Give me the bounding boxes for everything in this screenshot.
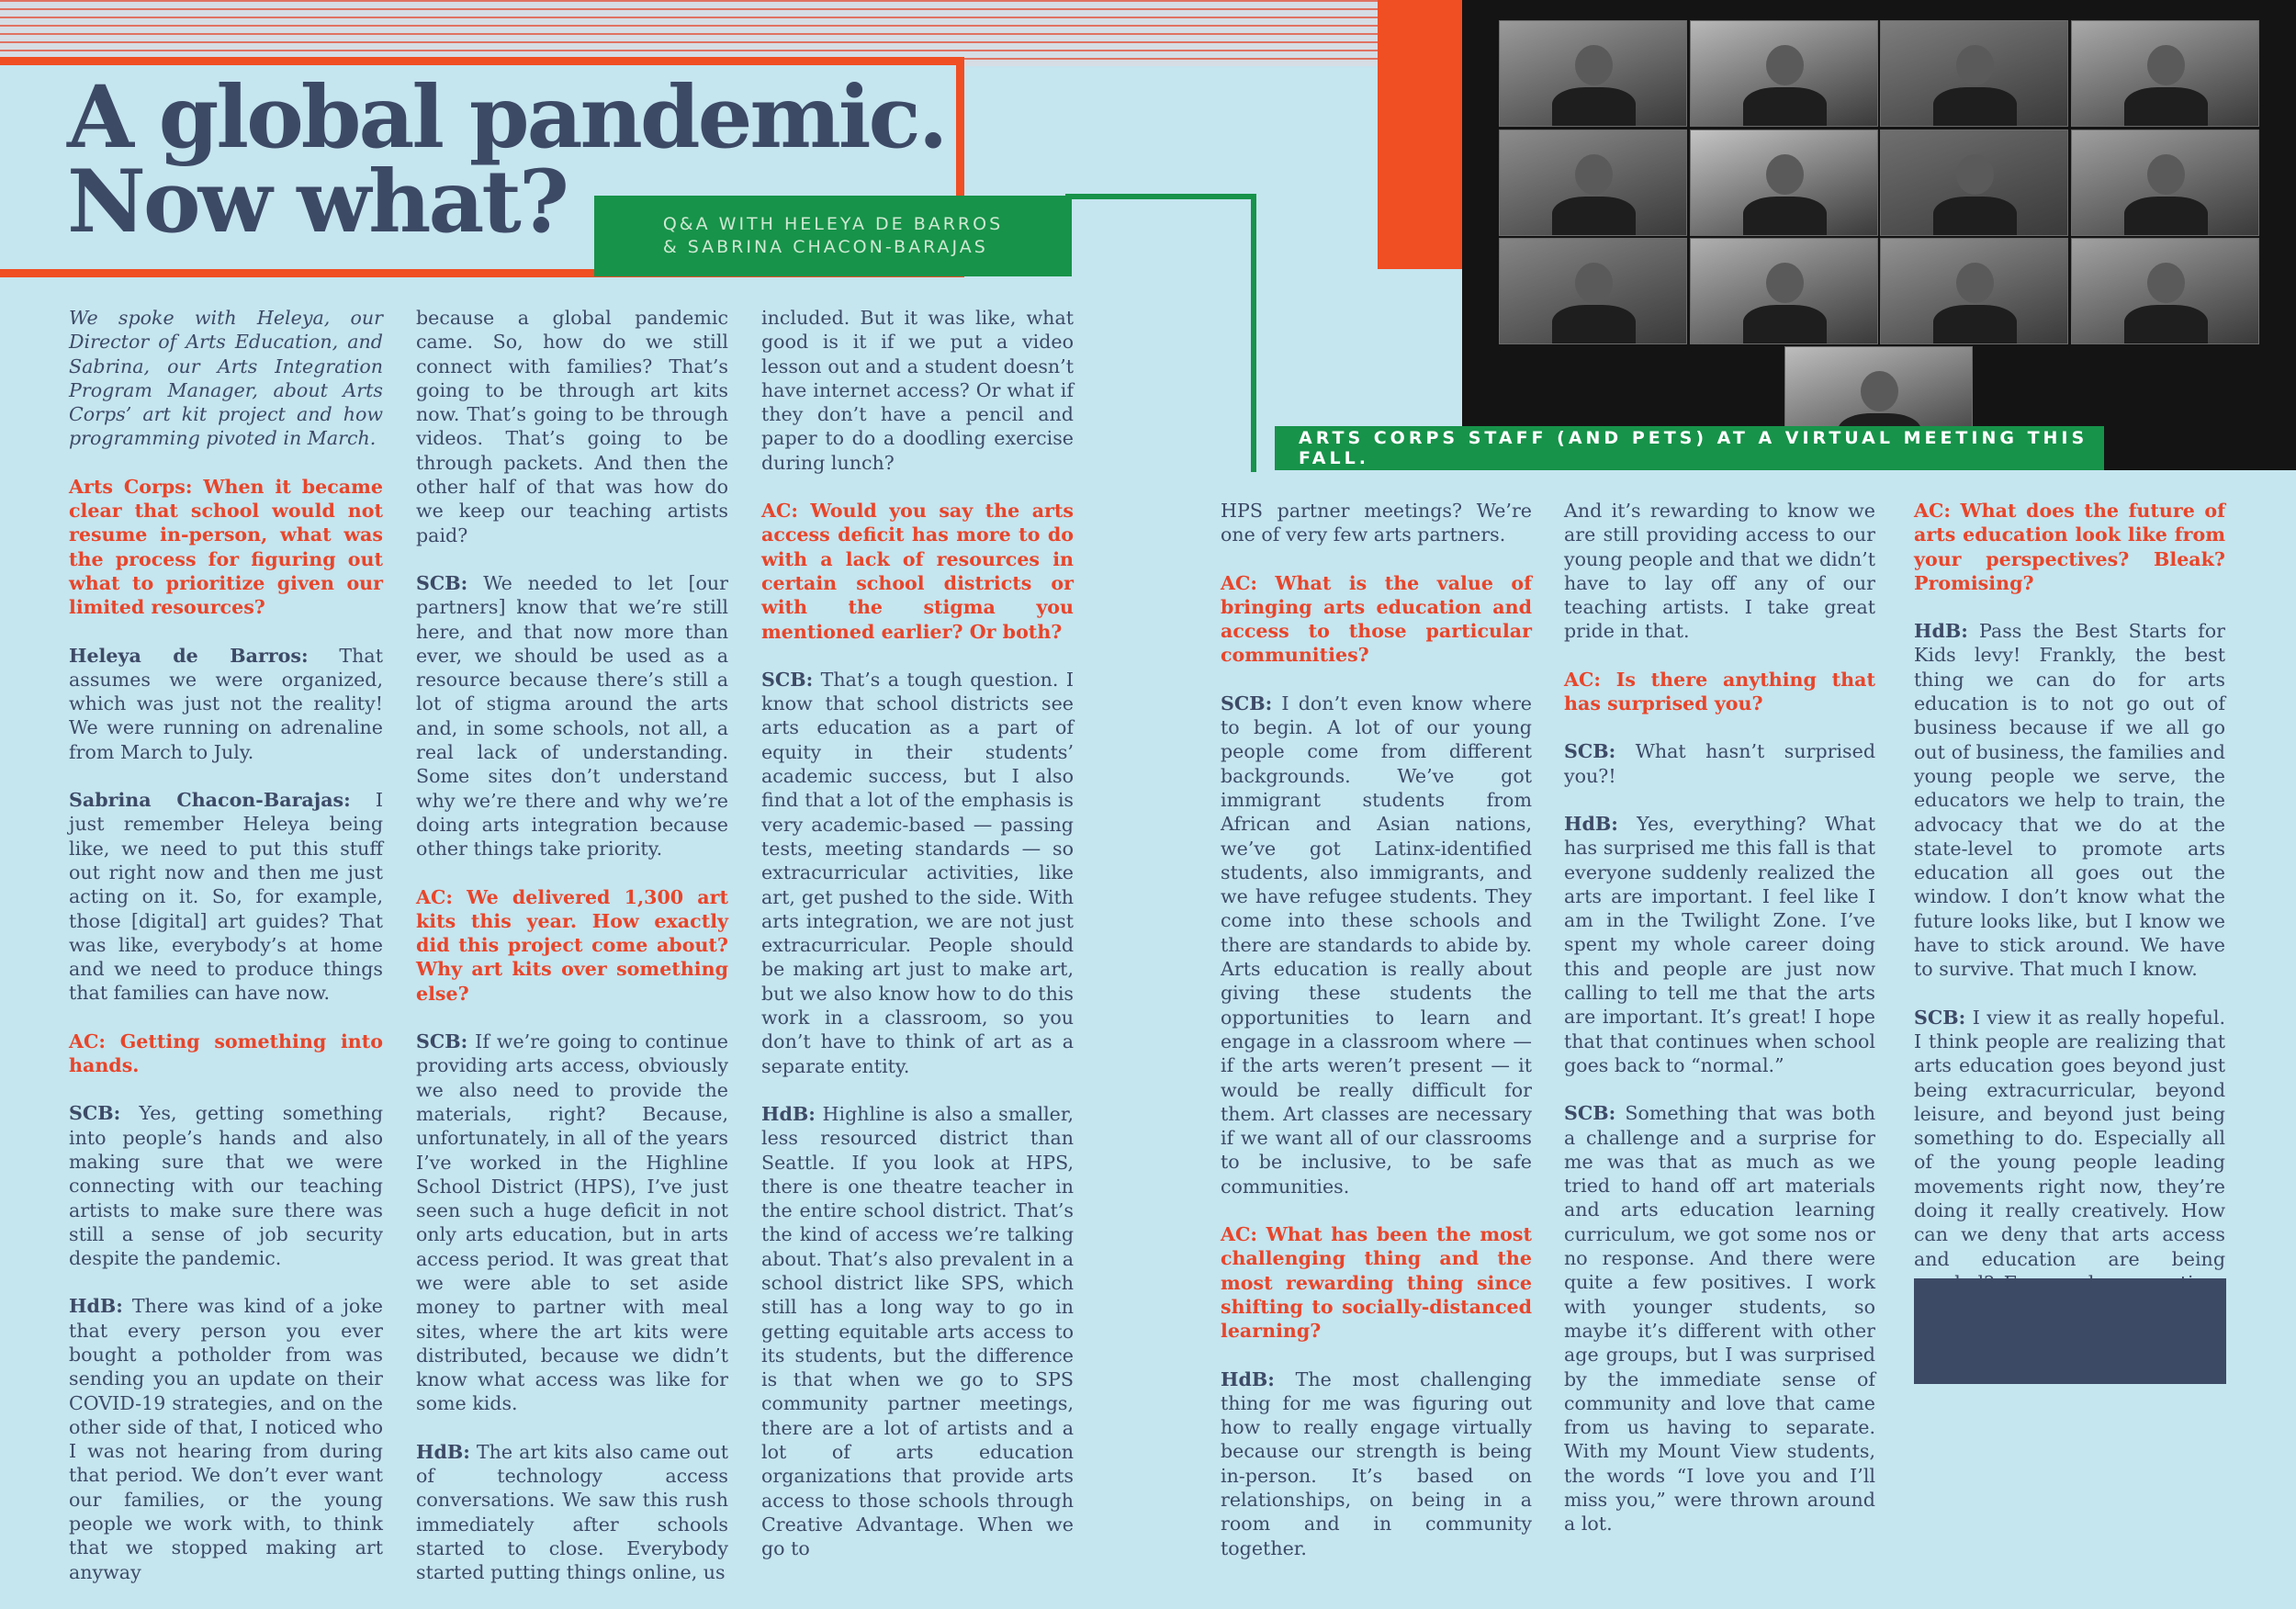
orange-accent-block xyxy=(1378,0,1462,269)
question-1: Arts Corps: When it became clear that school would not resume in-person, what was the process for figuring out what to prioritize given our limited resources? xyxy=(69,475,383,619)
answer-text: We needed to let [our partners] know that we’re still here, and that now more than ever, we should be used as a resource because there’s still a lot of stigma around the arts and, in some schools, not all, a real lack of understanding. Some sites don’t understand why we’re there and why we’re doing arts integration because other things take priority. xyxy=(416,571,728,861)
continued-paragraph: included. But it was like, what good is it if we put a video lesson out and a student doesn’t have internet access? Or what if they don’t have a pencil and paper to do a doodling exercise during lunch? xyxy=(761,307,1074,474)
question-5: AC: What is the value of bringing arts education and access to those particular communities? xyxy=(1221,571,1532,667)
green-connector-horizontal xyxy=(1065,194,1256,199)
speaker-label: HdB: xyxy=(1914,620,1968,643)
question-4: AC: Would you say the arts access deficit has more to do with a lack of resources in certain school districts or with the stigma you mentioned earlier? Or both? xyxy=(761,500,1074,643)
speaker-label: SCB: xyxy=(1564,1102,1616,1125)
answer-hdb-2 xyxy=(69,1294,383,1584)
speaker-label: SCB: xyxy=(69,1102,121,1125)
video-tile xyxy=(1499,238,1687,344)
question-6: AC: What has been the most challenging thing and the most rewarding thing since shifting to socially-distanced learning? xyxy=(1221,1223,1532,1343)
video-meeting-photo xyxy=(1462,0,2296,470)
video-tile xyxy=(2071,20,2259,127)
answer-hdb-3 xyxy=(416,1440,728,1585)
speaker-label: Sabrina Chacon-Barajas: xyxy=(69,789,351,812)
video-tile xyxy=(2071,238,2259,344)
answer-scb-6 xyxy=(1221,692,1532,1198)
video-tile xyxy=(2071,129,2259,236)
speaker-label: SCB: xyxy=(761,668,814,691)
article-column-1 xyxy=(69,306,383,1608)
qa-line-2: & SABRINA CHACON-BARAJAS xyxy=(662,237,988,257)
qa-line-1: Q&A WITH HELEYA DE BARROS xyxy=(662,214,1004,234)
answer-hdb-7 xyxy=(1914,619,2225,981)
question-2: AC: Getting something into hands. xyxy=(69,1030,383,1077)
continued-paragraph: because a global pandemic came. So, how do we still connect with families? That’s going to be through art kits now. That’s going to be through videos. That’s going to be through packets. And then the other half of that was how do we keep our teaching artists paid? xyxy=(416,307,728,546)
answer-text: Something that was both a challenge and a surprise for me was that as much as we tried to hand off art materials and arts education learning curriculum, we got some nos or no response. And there were quite a few positives. I work with younger students, so maybe it’s different with other age groups, but I was surprised by the immediate sense of community and love that came from us having to separate. With my Mount View students, the words “I love you and I’ll miss you,” were thrown around a lot. xyxy=(1564,1102,1875,1536)
continued-paragraph: HPS partner meetings? We’re one of very few arts partners. xyxy=(1221,500,1532,546)
answer-hdb-1 xyxy=(69,644,383,764)
qa-byline-box xyxy=(594,196,1072,276)
speaker-label: HdB: xyxy=(69,1295,123,1318)
speaker-label: HdB: xyxy=(416,1440,470,1463)
speaker-label: SCB: xyxy=(1914,1006,1966,1029)
speaker-label: Heleya de Barros: xyxy=(69,644,309,667)
question-3: AC: We delivered 1,300 art kits this year. How exactly did this project come about? Why art kits over something else? xyxy=(416,885,728,1005)
speaker-label: SCB: xyxy=(1221,692,1273,714)
answer-text: What hasn’t surprised you?! xyxy=(1564,740,1875,787)
answer-text: That assumes we were organized, which was just not the reality! We were running on adrenaline from March to July. xyxy=(69,644,383,763)
photo-caption-text: ARTS CORPS STAFF (AND PETS) AT A VIRTUAL MEETING THIS FALL. xyxy=(1299,428,2088,468)
video-tile xyxy=(1690,129,1878,236)
answer-text: I just remember Heleya being like, we need to put this stuff out right now and then me just acting on it. So, for example, those [digital] art guides? That was like, everybody’s at home and we need to produce things that families can have now. xyxy=(69,789,383,1005)
speaker-label: SCB: xyxy=(416,1030,468,1053)
answer-hdb-4 xyxy=(761,1102,1074,1561)
video-tile xyxy=(1690,20,1878,127)
answer-text: I don’t even know where to begin. A lot of our young people come from different backgrounds. We’ve got immigrant students from African and Asian nations, we’ve got Latinx-identified students, also immigrants, and we have refugee students. They come into these schools and there are standards to abide by. Arts education is really about giving these students the opportunities to learn and engage in a classroom where — if the arts weren’t present — it would be really difficult for them. Art classes are necessary if we want all of our classrooms to be inclusive, to be safe communities. xyxy=(1221,692,1532,1198)
video-tile xyxy=(1499,20,1687,127)
answer-scb-5 xyxy=(761,668,1074,1078)
answer-text: I view it as really hopeful. I think people are realizing that arts education goes beyond just being extracurricular, beyond leisure, and beyond just being something to do. Especially all of the young people leading movements right now, they’re doing it really creatively. How can we deny that arts access and education are being xyxy=(1914,1006,2225,1270)
speaker-label: HdB: xyxy=(761,1102,816,1125)
answer-hdb-6 xyxy=(1564,812,1875,1077)
answer-scb-8 xyxy=(1564,1101,1875,1536)
green-connector-vertical xyxy=(1251,194,1256,472)
answer-text: Yes, everything? What has surprised me this fall is that everyone suddenly realized the arts are important. I feel like I am in the Twilight Zone. I’ve spent my whole career doing this and people are just now calling to tell me that the arts are important. It’s great! I hope that that continues when school goes back to “normal.” xyxy=(1564,812,1875,1076)
speaker-label: SCB: xyxy=(1564,740,1616,763)
answer-text: Yes, getting something into people’s hands and also making sure that we were connecting with our teaching artists to make sure there was still a sense of job security despite the pandemic. xyxy=(69,1102,383,1270)
title-line-2: Now what? xyxy=(67,152,567,253)
video-tile xyxy=(1880,129,2068,236)
article-column-5 xyxy=(1564,499,1875,1560)
answer-text: The art kits also came out of technology access conversations. We saw this rush immediately after schools started to close. Everybody started putting things online, us xyxy=(416,1440,728,1584)
article-column-6 xyxy=(1914,499,2225,1391)
video-tile xyxy=(1880,20,2068,127)
question-7: AC: Is there anything that has surprised you? xyxy=(1564,668,1875,715)
answer-text: Pass the Best Starts for Kids levy! Frankly, the best thing we can do for arts education is to not go out of business because if we all go out of business, the families and young people we serve, the educators we help to train, the advocacy that we do at the state-level to promote arts education all goes out the window. I don’t know what the future looks like, but I know we have to stick around. We have to survive. That much I know. xyxy=(1914,620,2225,981)
answer-text: There was kind of a joke that every person you ever bought a potholder from was sending you an update on their COVID-19 strategies, and on the other side of that, I noticed who I was not hearing from during that period. We don’t ever want our families, or the young people we work with, to think that we stopped making art anyway xyxy=(69,1295,383,1583)
answer-scb-1 xyxy=(69,788,383,1006)
speaker-label: HdB: xyxy=(1564,812,1618,835)
answer-scb-2 xyxy=(69,1101,383,1270)
video-tile xyxy=(1880,238,2068,344)
article-column-3 xyxy=(761,306,1074,1585)
answer-scb-7 xyxy=(1564,739,1875,788)
article-column-4 xyxy=(1221,499,1532,1584)
answer-text: If we’re going to continue providing arts access, obviously we also need to provide the materials, right? Because, unfortunately, in all of the years I’ve worked in the Highline School District (HPS), I’ve just seen such a huge deficit in not only arts education, but in arts access period. It was great that we were able to set aside money to partner with meal sites, where the art kits were distributed, because we didn’t know what access was like for some kids. xyxy=(416,1030,728,1415)
navy-decor-box xyxy=(1914,1278,2226,1384)
answer-text: Highline is also a smaller, less resourced district than Seattle. If you look at HPS, there is one theatre teacher in the entire school district. That’s the kind of access we’re talking about. That’s also prevalent in a school district like SPS, which still has a long way to go in getting equitable arts access to its students, but the difference is that when we go to SPS community partner meetings, there are a lot of artists and a lot of arts education organizations that provide arts access to those schools through Creative Advantage. When we go to xyxy=(761,1102,1074,1560)
photo-caption xyxy=(1275,426,2104,470)
answer-hdb-5 xyxy=(1221,1367,1532,1560)
article-column-2 xyxy=(416,306,728,1609)
continued-paragraph: And it’s rewarding to know we are still providing access to our young people and that we didn’t have to lay off any of our teaching artists. I take great pride in that. xyxy=(1564,500,1875,643)
speaker-label: HdB: xyxy=(1221,1367,1275,1390)
speaker-label: SCB: xyxy=(416,571,468,594)
intro-paragraph: We spoke with Heleya, our Director of Arts Education, and Sabrina, our Arts Integration Program Manager, about Arts Corps’ art kit project and how programming pivoted in March. xyxy=(69,307,383,450)
answer-scb-4 xyxy=(416,1030,728,1416)
answer-text: That’s a tough question. I know that school districts see arts education as a part of equity in their students’ academic success, but I also find that a lot of the emphasis is very academic-based — passing tests, meeting standards — so extracurricular activities, like art, get pushed to the side. With arts integration, we are not just extracurricular. People should be making art just to make art, but we also know how to do this work in a classroom, so you don’t have to think of art as a separate entity. xyxy=(761,668,1074,1077)
question-8: AC: What does the future of arts education look like from your perspectives? Bleak? Promising? xyxy=(1914,500,2225,594)
title-line-1: A global pandemic. xyxy=(67,67,946,168)
video-tile xyxy=(1690,238,1878,344)
answer-scb-3 xyxy=(416,571,728,861)
video-tile xyxy=(1499,129,1687,236)
answer-text: The most challenging thing for me was figuring out how to really engage virtually because our strength is being in-person. It’s based on relationships, on being in a room and in community together. xyxy=(1221,1367,1532,1559)
